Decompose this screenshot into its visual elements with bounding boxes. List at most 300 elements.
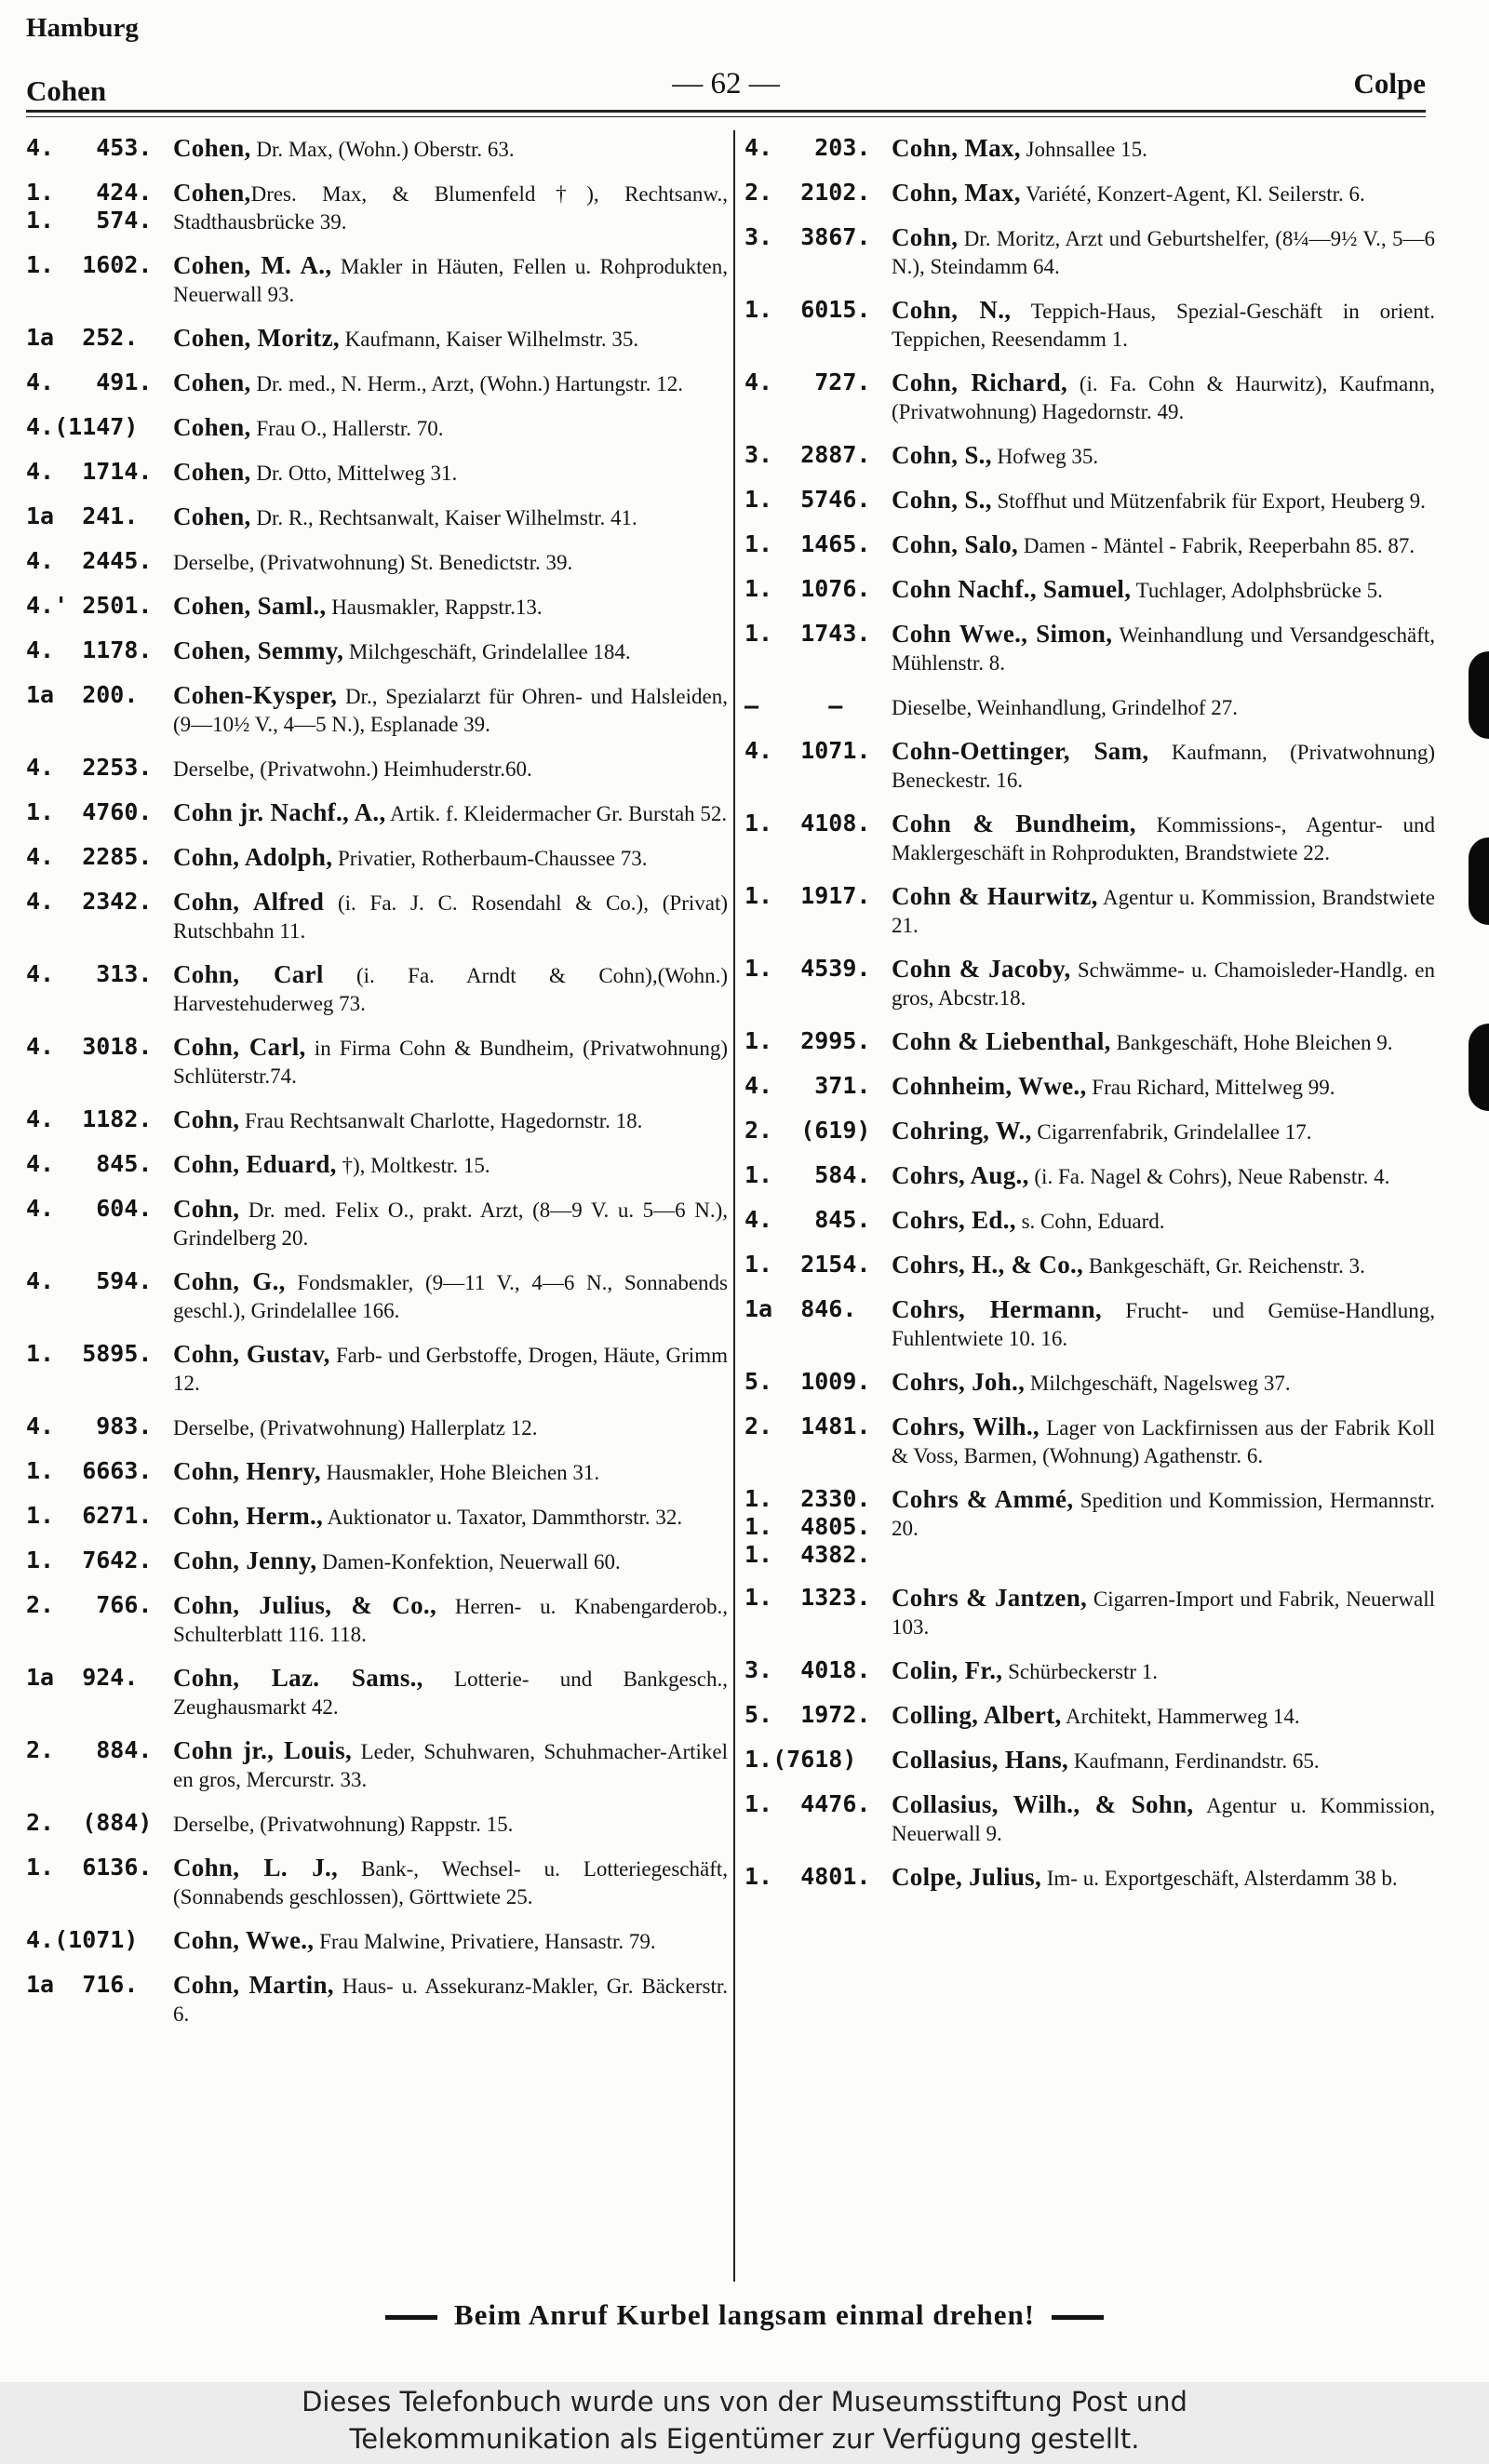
entry-text — [173, 1809, 728, 1839]
subscriber-name: Cohn, — [892, 223, 959, 251]
entry-details: Kommissions-, Agentur- und Maklergeschäft in Rohprodukten, Brandstwiete 22. — [892, 813, 1435, 864]
subscriber-name: Cohrs, Joh., — [892, 1368, 1026, 1396]
entry-text — [892, 441, 1435, 471]
entry-text — [173, 1340, 728, 1398]
directory-entry — [26, 251, 728, 309]
thumb-index-tab — [1469, 651, 1489, 739]
subscriber-name: Cohen, — [173, 413, 251, 441]
entry-text — [892, 1584, 1435, 1641]
subscriber-name: Cohn, Salo, — [892, 530, 1019, 558]
entry-details: Stoffhut und Mützenfabrik für Export, Heuberg 9. — [991, 489, 1426, 513]
directory-entry — [744, 1161, 1435, 1191]
entry-details: Derselbe, (Privatwohnung) Hallerplatz 12. — [173, 1416, 538, 1440]
entry-text — [892, 486, 1435, 516]
phone-number: 1. 584. — [744, 1161, 871, 1188]
right-column — [744, 134, 1435, 1908]
entry-text — [892, 1206, 1435, 1236]
phone-number: 1. 5895. — [26, 1340, 153, 1367]
entry-details: Teppich-Haus, Spezial-Geschäft in orient. Teppichen, Reesendamm 1. — [892, 300, 1435, 351]
subscriber-name: Cohrs, Aug., — [892, 1161, 1029, 1189]
directory-entry — [26, 1926, 728, 1956]
entry-text — [892, 296, 1435, 354]
entry-text — [892, 810, 1435, 867]
entry-text — [173, 1736, 728, 1794]
directory-entry — [26, 179, 728, 236]
subscriber-name: Cohn, Henry, — [173, 1457, 321, 1485]
phone-number: 1. 1743. — [744, 620, 871, 647]
crank-notice — [0, 2298, 1489, 2332]
entry-details: Auktionator u. Taxator, Dammthorstr. 32. — [323, 1506, 683, 1529]
entry-details: Frau Malwine, Privatiere, Hansastr. 79. — [314, 1930, 656, 1953]
subscriber-name: Cohn, N., — [892, 296, 1012, 324]
entry-details: Frau O., Hallerstr. 70. — [250, 417, 444, 440]
phone-number: 1a 241. — [26, 502, 139, 529]
subscriber-name: Cohn, Laz. Sams., — [173, 1664, 423, 1692]
subscriber-name: Cohn & Jacoby, — [892, 955, 1071, 983]
entry-text — [173, 179, 728, 236]
directory-entry — [26, 1854, 728, 1911]
directory-entry — [26, 888, 728, 945]
entry-text — [892, 1295, 1435, 1353]
entry-details: Frucht- und Gemüse-Handlung, Fuhlentwiete 10. 16. — [892, 1299, 1435, 1350]
phone-number: 4. 604. — [26, 1195, 153, 1222]
directory-entry — [744, 955, 1435, 1012]
phone-number: 1a 252. — [26, 324, 139, 351]
subscriber-name: Cohn Wwe., Simon, — [892, 620, 1113, 648]
entry-text — [173, 1150, 728, 1180]
entry-text — [173, 960, 728, 1018]
entry-text — [173, 681, 728, 739]
city-heading: Hamburg — [26, 13, 139, 43]
subscriber-name: Cohn, Martin, — [173, 1971, 334, 1999]
entry-text — [173, 843, 728, 873]
entry-details: Leder, Schuhwaren, Schuhmacher-Artikel en gros, Mercurstr. 33. — [173, 1740, 728, 1791]
directory-entry — [744, 368, 1435, 426]
directory-entry — [26, 1736, 728, 1794]
subscriber-name: Cohn Nachf., Samuel, — [892, 575, 1132, 603]
subscriber-name: Cohrs, Wilh., — [892, 1413, 1040, 1440]
subscriber-name: Cohn, S., — [892, 441, 992, 469]
entry-details: Schürbeckerstr 1. — [1002, 1660, 1159, 1683]
phone-number: — — — [744, 692, 843, 719]
phone-number: 1. 2154. — [744, 1251, 871, 1278]
phone-number: 1. 2330. 1. 4805. 1. 4382. — [744, 1485, 871, 1568]
notice-dash-left — [385, 2315, 437, 2320]
subscriber-name: Cohn, — [173, 1105, 240, 1133]
phone-number: 1. 424. 1. 574. — [26, 179, 153, 234]
entry-details: Architekt, Hammerweg 14. — [1061, 1705, 1300, 1728]
entry-text — [173, 1502, 728, 1532]
directory-entry — [26, 1413, 728, 1442]
subscriber-name: Cohn, Adolph, — [173, 843, 333, 871]
directory-entry — [744, 1746, 1435, 1775]
phone-number: 1. 1323. — [744, 1584, 871, 1611]
entry-text — [892, 955, 1435, 1012]
entry-details: †), Moltkestr. 15. — [336, 1154, 490, 1177]
directory-entry — [26, 1195, 728, 1252]
subscriber-name: Cohen, — [173, 368, 251, 396]
phone-number: 4. 203. — [744, 134, 871, 161]
directory-entry — [744, 1790, 1435, 1848]
subscriber-name: Cohn, Carl — [173, 960, 324, 988]
phone-number: 1. 6015. — [744, 296, 871, 323]
entry-text — [892, 1117, 1435, 1146]
entry-details: Milchgeschäft, Grindelallee 184. — [343, 640, 631, 663]
entry-details: Cigarrenfabrik, Grindelallee 17. — [1031, 1120, 1312, 1144]
header-rule-thin — [26, 116, 1426, 117]
thumb-index-tab — [1469, 1024, 1489, 1111]
directory-entry — [26, 1105, 728, 1135]
entry-text — [892, 1413, 1435, 1470]
phone-number: 3. 4018. — [744, 1656, 871, 1683]
phone-number: 4. 1182. — [26, 1105, 153, 1132]
subscriber-name: Cohen, Moritz, — [173, 324, 340, 352]
phone-number: 5. 1972. — [744, 1701, 871, 1728]
entry-details: Agentur u. Kommission, Neuerwall 9. — [892, 1794, 1435, 1845]
entry-details: Farb- und Gerbstoffe, Drogen, Häute, Grimm 12. — [173, 1344, 728, 1395]
entry-details: Hausmakler, Hohe Bleichen 31. — [320, 1461, 600, 1484]
subscriber-name: Collasius, Wilh., & Sohn, — [892, 1790, 1194, 1818]
entry-text — [173, 547, 728, 577]
entry-details: Damen-Konfektion, Neuerwall 60. — [316, 1550, 621, 1573]
subscriber-name: Cohen, Saml., — [173, 592, 327, 620]
phone-number: 1. 6271. — [26, 1502, 153, 1529]
entry-details: Dr. R., Rechtsanwalt, Kaiser Wilhelmstr. 41. — [250, 506, 637, 529]
entry-details: Fondsmakler, (9—11 V., 4—6 N., Sonnabends geschl.), Grindelallee 166. — [173, 1271, 729, 1322]
phone-number: 1. 6663. — [26, 1457, 153, 1484]
subscriber-name: Cohen, — [173, 134, 251, 162]
entry-details: Im- u. Exportgeschäft, Alsterdamm 38 b. — [1041, 1867, 1398, 1890]
entry-text — [892, 882, 1435, 940]
phone-number: 4.(1071) — [26, 1926, 139, 1953]
entry-text — [173, 1457, 728, 1487]
phone-number: 1. 1917. — [744, 882, 871, 909]
entry-details: in Firma Cohn & Bundheim, (Privatwohnung) Schlüterstr.74. — [173, 1037, 728, 1088]
directory-entry — [744, 134, 1435, 164]
phone-number: 1. 5746. — [744, 486, 871, 513]
phone-number: 4. 2445. — [26, 547, 153, 574]
entry-text — [892, 1746, 1435, 1775]
directory-entry — [26, 960, 728, 1018]
subscriber-name: Cohn, — [173, 1195, 240, 1223]
directory-entry — [26, 1267, 728, 1325]
phone-number: 2. 766. — [26, 1591, 153, 1618]
phone-number: 1. 1602. — [26, 251, 153, 278]
phone-number: 1. 2995. — [744, 1027, 871, 1054]
directory-entry — [26, 1033, 728, 1091]
entry-text — [173, 1267, 728, 1325]
credit-bar — [0, 2382, 1489, 2464]
entry-details: Derselbe, (Privatwohn.) Heimhuderstr.60. — [173, 757, 532, 781]
entry-text — [892, 620, 1435, 677]
directory-entry — [26, 592, 728, 622]
entry-text — [892, 1656, 1435, 1686]
directory-entry — [744, 223, 1435, 281]
phone-number: 4. 313. — [26, 960, 153, 987]
entry-details: Weinhandlung und Versandgeschäft, Mühlenstr. 8. — [892, 623, 1435, 675]
entry-details: Dr., Spezialarzt für Ohren- und Halsleiden, (9—10½ V., 4—5 N.), Esplanade 39. — [173, 685, 728, 736]
subscriber-name: Cohrs, Ed., — [892, 1206, 1016, 1234]
subscriber-name: Cohn-Oettinger, Sam, — [892, 737, 1149, 765]
column-divider — [733, 130, 735, 2282]
entry-text — [892, 1368, 1435, 1398]
subscriber-name: Cohn, Max, — [892, 134, 1021, 162]
directory-entry — [26, 843, 728, 873]
directory-entry — [26, 1664, 728, 1721]
subscriber-name: Cohrs & Jantzen, — [892, 1584, 1088, 1612]
subscriber-name: Cohen, M. A., — [173, 251, 332, 279]
entry-details: Dr. Otto, Mittelweg 31. — [250, 462, 458, 485]
subscriber-name: Cohn, Alfred — [173, 888, 325, 916]
phone-number: 3. 3867. — [744, 223, 871, 250]
phone-number: 4. 2253. — [26, 754, 153, 781]
phone-number: 4. 845. — [26, 1150, 153, 1177]
entry-text — [892, 737, 1435, 795]
subscriber-name: Cohrs, H., & Co., — [892, 1251, 1084, 1279]
entry-text — [173, 458, 728, 488]
entry-details: Kaufmann, Ferdinandstr. 65. — [1068, 1749, 1320, 1773]
entry-text — [173, 502, 728, 532]
entry-text — [892, 368, 1435, 426]
phone-number: 4. 2285. — [26, 843, 153, 870]
entry-details: Derselbe, (Privatwohnung) Rappstr. 15. — [173, 1813, 514, 1836]
entry-text — [173, 1033, 728, 1091]
directory-entry — [744, 1295, 1435, 1353]
crank-notice-text: Beim Anruf Kurbel langsam einmal drehen! — [453, 2298, 1036, 2331]
phone-number: 2. 1481. — [744, 1413, 871, 1440]
entry-text — [892, 134, 1435, 164]
phone-number: 2. 884. — [26, 1736, 153, 1763]
phone-number: 1a 846. — [744, 1295, 857, 1322]
subscriber-name: Cohn jr., Louis, — [173, 1736, 353, 1764]
entry-details: Bank-, Wechsel- u. Lotteriegeschäft, (Sonnabends geschlossen), Görttwiete 25. — [173, 1857, 728, 1908]
entry-text — [173, 134, 728, 164]
entry-details: Milchgeschäft, Nagelsweg 37. — [1025, 1372, 1291, 1395]
entry-details: Dr. med., N. Herm., Arzt, (Wohn.) Hartungstr. 12. — [250, 372, 684, 395]
entry-text — [892, 1072, 1435, 1102]
page-header — [26, 67, 1426, 108]
entry-text — [892, 575, 1435, 605]
directory-entry — [26, 1971, 728, 2029]
entry-details: (i. Fa. Cohn & Haurwitz), Kaufmann, (Privatwohnung) Hagedornstr. 49. — [892, 372, 1436, 423]
phone-number: 4.(1147) — [26, 413, 139, 440]
phone-number: 4. 845. — [744, 1206, 871, 1233]
entry-details: Hausmakler, Rappstr.13. — [326, 596, 543, 619]
phone-number: 4. 1071. — [744, 737, 871, 764]
subscriber-name: Cohen, — [173, 458, 251, 486]
phone-number: 3. 2887. — [744, 441, 871, 468]
phone-number: 4. 2342. — [26, 888, 153, 915]
directory-entry — [744, 1656, 1435, 1686]
subscriber-name: Cohen-Kysper, — [173, 681, 338, 709]
entry-details: s. Cohn, Eduard. — [1015, 1210, 1165, 1233]
entry-details: Kaufmann, (Privatwohnung) Beneckestr. 16. — [892, 741, 1435, 792]
directory-entry — [744, 1485, 1435, 1569]
entry-details: Damen - Mäntel - Fabrik, Reeperbahn 85. 87. — [1018, 534, 1415, 557]
subscriber-name: Cohn, Jenny, — [173, 1547, 317, 1574]
subscriber-name: Cohn, S., — [892, 486, 992, 514]
entry-details: Cigarren-Import und Fabrik, Neuerwall 103. — [892, 1587, 1435, 1639]
phone-number: 4. 491. — [26, 368, 153, 395]
subscriber-name: Cohn, Julius, & Co., — [173, 1591, 437, 1619]
entry-text — [173, 413, 728, 443]
entry-details: Spedition und Kommission, Hermannstr. 20. — [892, 1489, 1435, 1540]
entry-details: Frau Richard, Mittelweg 99. — [1086, 1076, 1335, 1099]
directory-entry — [744, 1206, 1435, 1236]
subscriber-name: Cohn, L. J., — [173, 1854, 339, 1881]
directory-entry — [744, 810, 1435, 867]
entry-details: Privatier, Rotherbaum-Chaussee 73. — [332, 847, 648, 870]
phone-number: 2. (884) — [26, 1809, 153, 1836]
phone-number: 1. 4108. — [744, 810, 871, 837]
directory-entry — [744, 486, 1435, 516]
phone-number: 2. (619) — [744, 1117, 871, 1144]
entry-details: Haus- u. Assekuranz-Makler, Gr. Bäckerstr. 6. — [173, 1975, 728, 2026]
subscriber-name: Cohn & Liebenthal, — [892, 1027, 1111, 1055]
entry-details: Bankgeschäft, Gr. Reichenstr. 3. — [1083, 1254, 1365, 1278]
entry-text — [892, 1027, 1435, 1057]
directory-entry — [744, 1413, 1435, 1470]
entry-text — [892, 223, 1435, 281]
subscriber-name: Collasius, Hans, — [892, 1746, 1069, 1774]
subscriber-name: Cohen, — [173, 502, 251, 530]
entry-text — [173, 1195, 728, 1252]
phone-number: 1. 4476. — [744, 1790, 871, 1817]
entry-details: Kaufmann, Kaiser Wilhelmstr. 35. — [339, 328, 639, 351]
directory-entry — [26, 1591, 728, 1649]
phone-number: 4. 1714. — [26, 458, 153, 485]
credit-line-1: Dieses Telefonbuch wurde uns von der Museumsstiftung Post und — [302, 2386, 1187, 2417]
phone-number: 1. 7642. — [26, 1547, 153, 1573]
directory-entry — [26, 1457, 728, 1487]
entry-details: Hofweg 35. — [991, 445, 1099, 468]
subscriber-name: Cohnheim, Wwe., — [892, 1072, 1087, 1100]
entry-text — [892, 1485, 1435, 1543]
phone-number: 4. 3018. — [26, 1033, 153, 1060]
left-column — [26, 134, 728, 2043]
directory-entry — [26, 636, 728, 666]
entry-text — [892, 1790, 1435, 1848]
entry-text — [173, 1413, 728, 1442]
entry-details: Dieselbe, Weinhandlung, Grindelhof 27. — [892, 696, 1239, 719]
credit-line-2: Telekommunikation als Eigentümer zur Verfügung gestellt. — [349, 2423, 1140, 2455]
directory-entry — [26, 502, 728, 532]
entry-text — [173, 1854, 728, 1911]
entry-details: Makler in Häuten, Fellen u. Rohprodukten, Neuerwall 93. — [173, 255, 728, 306]
entry-text — [173, 368, 728, 398]
range-end-name: Colpe — [1353, 67, 1426, 100]
directory-entry — [26, 681, 728, 739]
entry-text — [173, 1105, 728, 1135]
entry-text — [892, 1863, 1435, 1893]
entry-details: Dr. med. Felix O., prakt. Arzt, (8—9 V. u. 5—6 N.), Grindelberg 20. — [173, 1199, 728, 1250]
subscriber-name: Cohn, Wwe., — [173, 1926, 315, 1954]
entry-details: (i. Fa. J. C. Rosendahl & Co.), (Privat) Rutschbahn 11. — [173, 891, 728, 943]
directory-entry — [26, 798, 728, 828]
directory-entry — [744, 1027, 1435, 1057]
entry-details: Dres. Max, & Blumenfeld†), Rechtsanw., Stadthausbrücke 39. — [173, 182, 728, 234]
directory-entry — [744, 1072, 1435, 1102]
phone-number: 1. 4760. — [26, 798, 153, 825]
directory-entry — [26, 1547, 728, 1576]
directory-entry — [26, 1150, 728, 1180]
phone-number: 1a 716. — [26, 1971, 139, 1998]
subscriber-name: Cohn, Richard, — [892, 368, 1068, 396]
subscriber-name: Cohn & Haurwitz, — [892, 882, 1098, 910]
directory-entry — [744, 737, 1435, 795]
directory-entry — [26, 134, 728, 164]
subscriber-name: Colin, Fr., — [892, 1656, 1003, 1684]
entry-details: Frau Rechtsanwalt Charlotte, Hagedornstr. 18. — [239, 1109, 643, 1132]
entry-details: Herren- u. Knabengarderob., Schulterblatt 116. 118. — [173, 1595, 728, 1646]
entry-text — [892, 1251, 1435, 1280]
directory-entry — [26, 368, 728, 398]
notice-dash-right — [1052, 2315, 1104, 2320]
phone-number: 1. 1076. — [744, 575, 871, 602]
phone-number: 1.(7618) — [744, 1746, 857, 1773]
thumb-index-tab — [1469, 837, 1489, 925]
subscriber-name: Cohn, Carl, — [173, 1033, 306, 1061]
subscriber-name: Cohn, Gustav, — [173, 1340, 330, 1368]
phone-number: 1. 4539. — [744, 955, 871, 982]
subscriber-name: Cohen, — [173, 179, 251, 207]
entry-details: Bankgeschäft, Hohe Bleichen 9. — [1110, 1031, 1393, 1054]
entry-text — [892, 179, 1435, 208]
entry-details: (i. Fa. Nagel & Cohrs), Neue Rabenstr. 4. — [1028, 1165, 1390, 1188]
entry-text — [173, 592, 728, 622]
directory-entry — [744, 179, 1435, 208]
directory-entry — [744, 692, 1435, 722]
phone-number: 4. 983. — [26, 1413, 153, 1440]
phone-number: 2. 2102. — [744, 179, 871, 206]
phone-number: 1a 924. — [26, 1664, 139, 1691]
phone-number: 1. 4801. — [744, 1863, 871, 1890]
entry-details: (i. Fa. Arndt & Cohn),(Wohn.) Harvestehuderweg 73. — [173, 964, 729, 1015]
entry-text — [173, 1926, 728, 1956]
subscriber-name: Cohn, Herm., — [173, 1502, 324, 1530]
entry-details: Schwämme- u. Chamoisleder-Handlg. en gros, Abcstr.18. — [892, 958, 1435, 1010]
directory-entry — [744, 1368, 1435, 1398]
entry-text — [892, 1161, 1435, 1191]
entry-text — [173, 1547, 728, 1576]
phone-number: 1a 200. — [26, 681, 139, 708]
entry-details: Dr. Moritz, Arzt und Geburtshelfer, (8¼—9½ V., 5—6 N.), Steindamm 64. — [892, 227, 1435, 278]
directory-entry — [26, 754, 728, 783]
directory-entry — [26, 458, 728, 488]
directory-entry — [26, 413, 728, 443]
phone-number: 4. 371. — [744, 1072, 871, 1099]
entry-details: Tuchlager, Adolphsbrücke 5. — [1131, 579, 1383, 602]
subscriber-name: Cohn, G., — [173, 1267, 286, 1295]
subscriber-name: Cohn & Bundheim, — [892, 810, 1136, 837]
entry-details: Johnsallee 15. — [1020, 138, 1147, 161]
directory-entry — [26, 1340, 728, 1398]
entry-details: Lager von Lackfirnissen aus der Fabrik Koll & Voss, Barmen, (Wohnung) Agathenstr. 6. — [892, 1416, 1435, 1467]
entry-text — [892, 1701, 1435, 1731]
entry-text — [173, 1664, 728, 1721]
entry-text — [173, 251, 728, 309]
phone-number: 4. 727. — [744, 368, 871, 395]
directory-entry — [26, 1809, 728, 1839]
directory-entry — [744, 1117, 1435, 1146]
directory-entry — [744, 530, 1435, 560]
directory-entry — [744, 296, 1435, 354]
subscriber-name: Cohn jr. Nachf., A., — [173, 798, 386, 826]
directory-entry — [744, 575, 1435, 605]
subscriber-name: Cohen, Semmy, — [173, 636, 344, 664]
range-start-name: Cohen — [26, 74, 107, 107]
page-number: — 62 — — [672, 67, 780, 100]
